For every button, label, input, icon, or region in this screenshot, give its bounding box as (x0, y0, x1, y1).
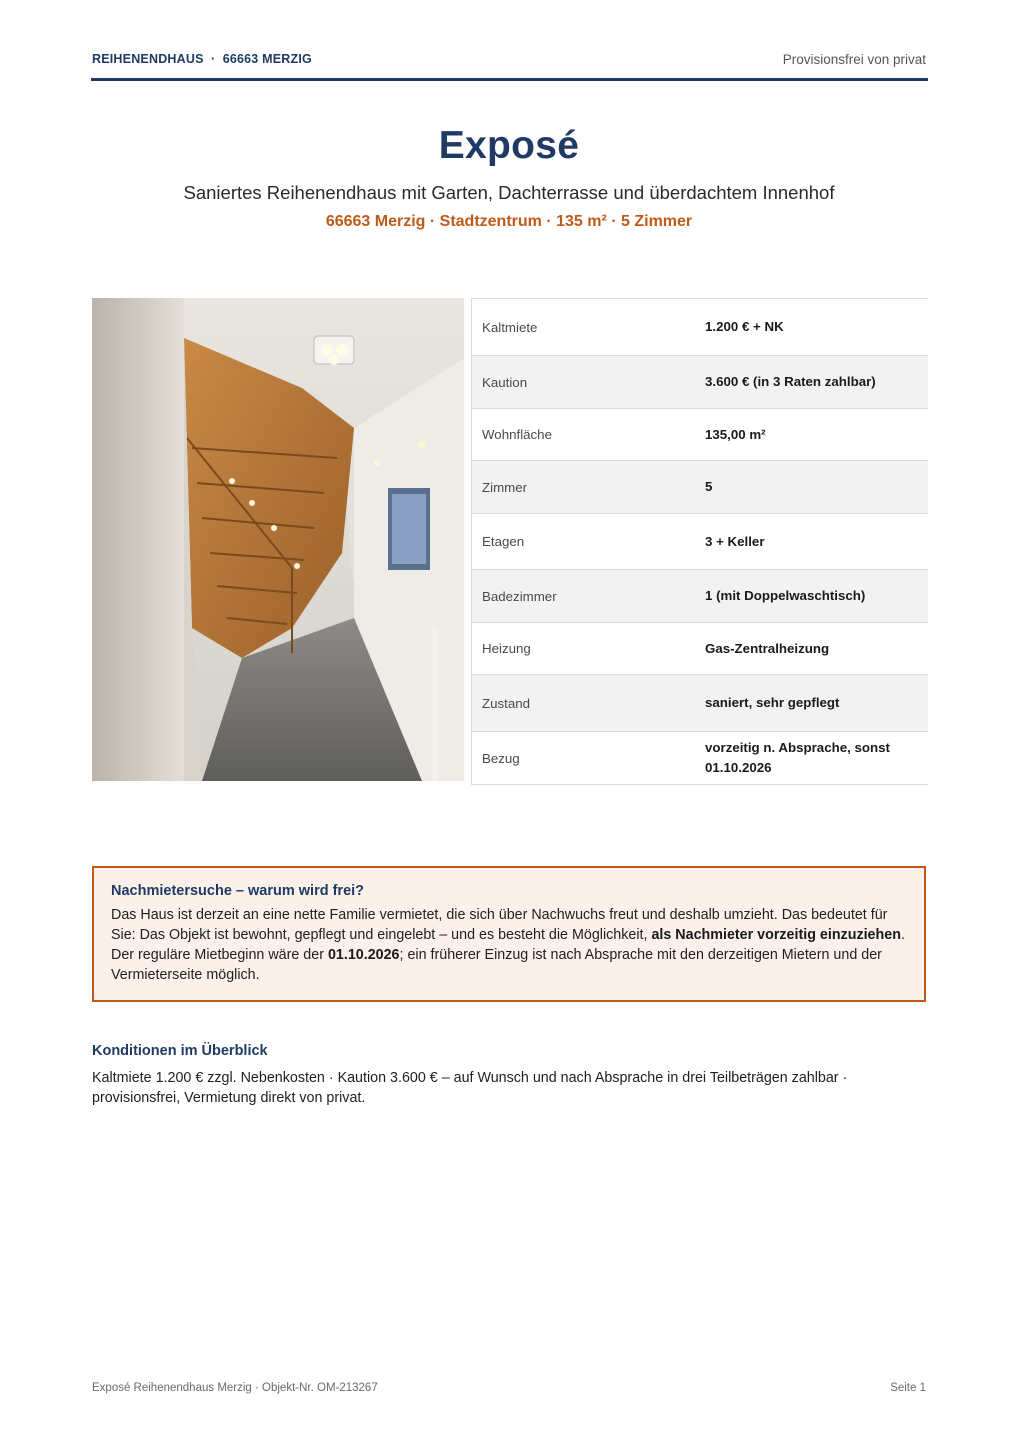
page-subtitle: Saniertes Reihenendhaus mit Garten, Dachterrasse und überdachtem Innenhof (183, 182, 835, 203)
tenant-notice-box (92, 866, 926, 1002)
fact-value: 3 + Keller (695, 514, 928, 570)
fact-label: Wohnfläche (472, 409, 696, 461)
table-row (472, 570, 929, 623)
notice-text-part: Das Haus ist derzeit an eine nette Familie vermietet, die sich über Nachwuchs freut und deshalb umzieht. Das bedeutet für Sie: Das Objekt ist bewohnt, gepflegt und eingelebt – und es besteht die Möglichkeit, (111, 907, 888, 943)
fact-label: Zimmer (472, 461, 696, 514)
fact-value: Gas-Zentralheizung (695, 623, 928, 675)
table-row (472, 356, 929, 409)
conditions-title: Konditionen im Überblick (92, 1043, 268, 1059)
table-row (472, 623, 929, 675)
fact-value: 3.600 € (in 3 Raten zahlbar) (695, 356, 928, 409)
notice-highlight-date: 01.10.2026 (327, 947, 400, 963)
table-row (472, 461, 929, 514)
staircase-hallway-photo (92, 298, 464, 781)
table-row (472, 675, 929, 732)
footer-page-number: Seite 1 (890, 1382, 926, 1394)
fact-label: Badezimmer (472, 570, 696, 623)
notice-text (111, 905, 906, 985)
footer-reference: Exposé Reihenendhaus Merzig · Objekt-Nr. OM-213267 (92, 1382, 378, 1394)
property-photo (92, 298, 464, 781)
fact-value: 1 (mit Doppelwaschtisch) (695, 570, 928, 623)
fact-label: Kaltmiete (472, 299, 696, 356)
notice-text-part: . Der reguläre Mietbeginn wäre der (111, 927, 905, 963)
table-row (472, 514, 929, 570)
fact-value: saniert, sehr gepflegt (695, 675, 928, 732)
page-title: Exposé (438, 124, 580, 167)
fact-label: Kaution (472, 356, 696, 409)
header-property-label: REIHENENDHAUS · 66663 MERZIG (92, 52, 312, 66)
page-header (91, 52, 928, 81)
fact-value: 1.200 € + NK (695, 299, 928, 356)
fact-value: 5 (695, 461, 928, 514)
notice-title: Nachmietersuche – warum wird frei? (111, 883, 365, 899)
header-commission-note: Provisionsfrei von privat (782, 52, 926, 67)
fact-label: Etagen (472, 514, 696, 570)
location-tagline: 66663 Merzig · Stadtzentrum · 135 m² · 5 Zimmer (325, 213, 693, 230)
fact-label: Heizung (472, 623, 696, 675)
key-facts-table (471, 298, 928, 785)
table-row (472, 299, 929, 356)
notice-highlight-early-move: als Nachmieter vorzeitig einzuziehen (651, 927, 901, 943)
fact-value: 135,00 m² (695, 409, 928, 461)
fact-label: Zustand (472, 675, 696, 732)
fact-value: vorzeitig n. Absprache, sonst 01.10.2026 (695, 732, 928, 785)
fact-label: Bezug (472, 732, 696, 785)
table-row (472, 409, 929, 461)
notice-text-part: ; ein früherer Einzug ist nach Absprache mit den derzeitigen Mietern und der Vermieterseite möglich. (111, 947, 882, 983)
conditions-text: Kaltmiete 1.200 € zzgl. Nebenkosten · Kaution 3.600 € – auf Wunsch und nach Absprache in drei Teilbeträgen zahlbar · provisionsfrei, Vermietung direkt von privat. (92, 1070, 848, 1106)
table-row (472, 732, 929, 785)
